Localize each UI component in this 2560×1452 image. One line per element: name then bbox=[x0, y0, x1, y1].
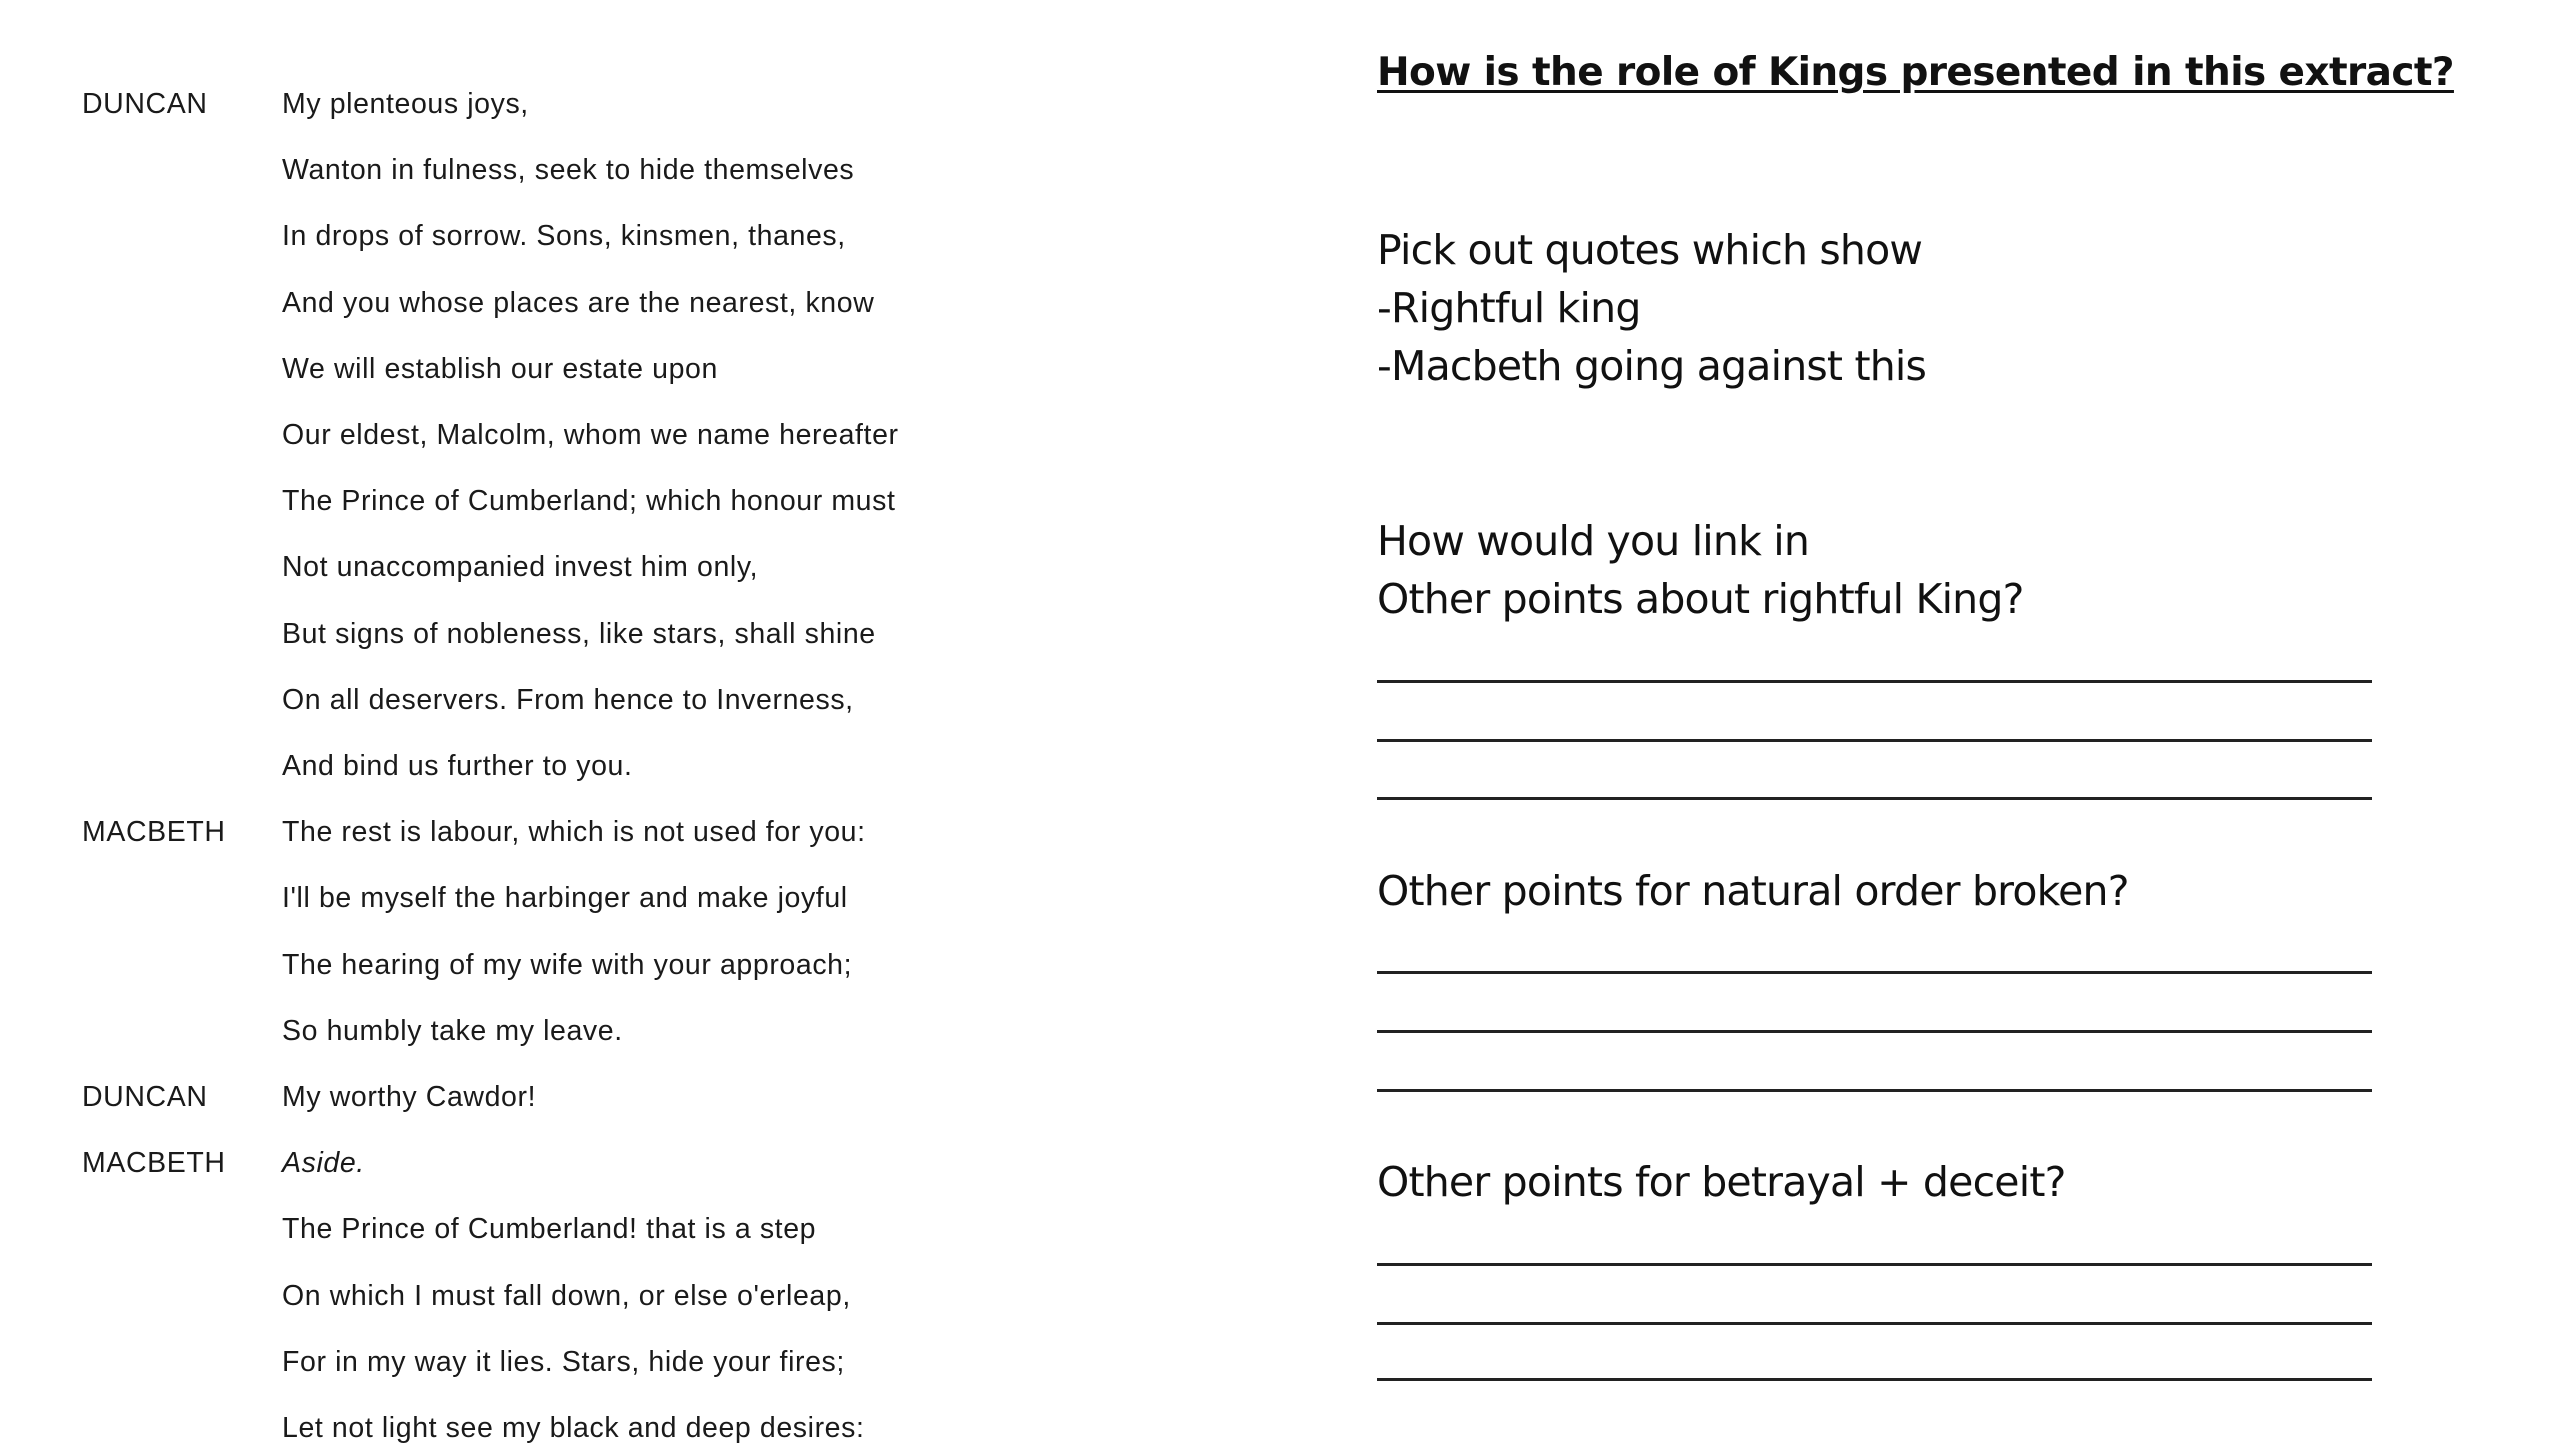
answer-line-betrayal-3[interactable] bbox=[1377, 1378, 2372, 1381]
pick-out-heading: Pick out quotes which show bbox=[1377, 226, 1923, 274]
verse-text: The hearing of my wife with your approach; bbox=[282, 948, 853, 981]
speaker-name: DUNCAN bbox=[82, 1081, 208, 1113]
verse-text: But signs of nobleness, like stars, shall shine bbox=[282, 617, 876, 650]
verse-text: And you whose places are the nearest, know bbox=[282, 286, 875, 319]
answer-line-rightful-king-3[interactable] bbox=[1377, 797, 2372, 800]
link-in-question-line1: How would you link in bbox=[1377, 517, 1810, 565]
pick-out-item-macbeth-against: -Macbeth going against this bbox=[1377, 342, 1927, 390]
verse-text: My worthy Cawdor! bbox=[282, 1081, 537, 1113]
speaker-name: MACBETH bbox=[82, 1147, 226, 1180]
verse-text: The Prince of Cumberland; which honour must bbox=[282, 485, 896, 518]
betrayal-question: Other points for betrayal + deceit? bbox=[1377, 1158, 2066, 1206]
verse-text: The rest is labour, which is not used for you: bbox=[282, 816, 866, 849]
verse-text: So humbly take my leave. bbox=[282, 1014, 623, 1047]
verse-text: For in my way it lies. Stars, hide your fires; bbox=[282, 1345, 845, 1378]
verse-text: Our eldest, Malcolm, whom we name hereafter bbox=[282, 419, 899, 451]
answer-line-natural-order-1[interactable] bbox=[1377, 971, 2372, 974]
natural-order-question: Other points for natural order broken? bbox=[1377, 867, 2129, 915]
pick-out-item-rightful-king: -Rightful king bbox=[1377, 284, 1641, 332]
stage-direction: Aside. bbox=[282, 1147, 365, 1180]
link-in-question-line2: Other points about rightful King? bbox=[1377, 575, 2024, 623]
verse-text: Not unaccompanied invest him only, bbox=[282, 551, 759, 584]
verse-text: I'll be myself the harbinger and make joyful bbox=[282, 882, 848, 915]
answer-line-rightful-king-1[interactable] bbox=[1377, 680, 2372, 683]
verse-text: We will establish our estate upon bbox=[282, 352, 718, 385]
answer-line-rightful-king-2[interactable] bbox=[1377, 739, 2372, 742]
answer-line-betrayal-1[interactable] bbox=[1377, 1263, 2372, 1266]
verse-text: In drops of sorrow. Sons, kinsmen, thanes, bbox=[282, 220, 846, 253]
speaker-name: MACBETH bbox=[82, 816, 226, 849]
verse-text: The Prince of Cumberland! that is a step bbox=[282, 1213, 817, 1246]
answer-line-betrayal-2[interactable] bbox=[1377, 1322, 2372, 1325]
verse-text: On all deservers. From hence to Inverness, bbox=[282, 683, 854, 716]
verse-text: Let not light see my black and deep desires: bbox=[282, 1412, 865, 1444]
answer-line-natural-order-2[interactable] bbox=[1377, 1030, 2372, 1033]
verse-text: Wanton in fulness, seek to hide themselves bbox=[282, 154, 855, 187]
verse-text: On which I must fall down, or else o'erleap, bbox=[282, 1279, 851, 1312]
speaker-name: DUNCAN bbox=[82, 88, 208, 120]
verse-text: My plenteous joys, bbox=[282, 88, 529, 120]
answer-line-natural-order-3[interactable] bbox=[1377, 1089, 2372, 1092]
verse-text: And bind us further to you. bbox=[282, 750, 633, 782]
worksheet-title: How is the role of Kings presented in this extract? bbox=[1377, 50, 2454, 95]
